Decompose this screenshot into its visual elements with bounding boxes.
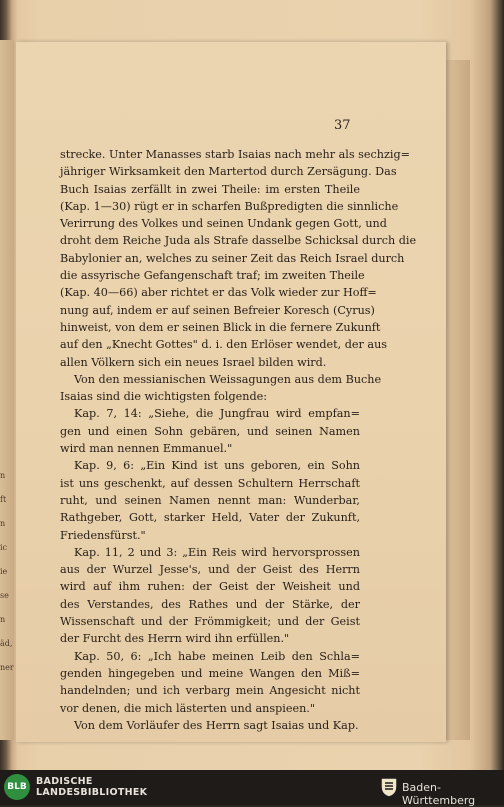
library-name-line-1: BADISCHE [36,776,93,787]
text-line: gen und einen Sohn gebären, und seinen Namen [60,424,360,438]
text-line: Von den messianischen Weissagungen aus dem Buche [74,372,382,386]
text-line: allen Völkern sich ein neues Israel bilden wird. [60,355,327,369]
text-line: Kap. 50, 6: „Ich habe meinen Leib den Schla= [74,649,360,663]
page-stack-edge [446,60,470,740]
text-line: Verirrung des Volkes und seinen Undank gegen Gott, und [60,217,387,231]
coat-of-arms-icon [380,777,398,797]
text-line: strecke. Unter Manasses starb Isaias nach mehr als sechzig= [60,148,411,161]
blb-logo: BLB [4,774,30,800]
footer-bar [0,770,504,805]
page-body-text [60,146,417,734]
text-line: Buch Isaias zerfällt in zwei Theile: im ersten Theile [60,182,360,196]
facing-page-fragment: äd, [0,639,13,648]
text-line: die assyrische Gefangenschaft traf; im zweiten Theile [60,269,365,283]
facing-page-fragment: ic [0,543,8,552]
text-line: Friedensfürst." [60,528,146,542]
text-line: nung auf, indem er auf seinen Befreier Koresch (Cyrus) [60,303,375,317]
text-line: Isaias sind die wichtigsten folgende: [60,390,268,404]
text-line: handelnden; und ich verbarg mein Angesicht nicht [60,684,360,698]
text-line: aus der Wurzel Jesse's, und der Geist des Herrn [60,563,360,577]
library-name-line-2: LANDESBIBLIOTHEK [36,787,148,798]
facing-page-fragment: ft [0,495,7,504]
text-line: wird man nennen Emmanuel." [60,442,233,456]
facing-page-fragments [0,470,13,686]
text-line: (Kap. 40—66) aber richtet er das Volk wieder zur Hoff= [60,286,377,300]
page-number: 37 [334,118,351,133]
text-line: ruht, und seinen Namen nennt man: Wunderbar, [60,493,360,507]
facing-page-fragment: se [0,591,9,600]
text-line: wird auf ihm ruhen: der Geist der Weisheit und [60,580,360,594]
text-line: ist uns geschenkt, auf dessen Schultern Herrschaft [60,476,360,490]
text-line: genden hingegeben und meine Wangen den Miß= [60,666,360,680]
facing-page-fragment: ner [0,663,14,672]
facing-page-fragment: n [0,615,6,624]
text-line: hinweist, von dem er seinen Blick in die fernere Zukunft [60,320,381,334]
text-line: Babylonier an, welches zu seiner Zeit das Reich Israel durch [60,251,405,265]
text-line: des Verstandes, des Rathes und der Stärke, der [60,597,360,611]
library-name [36,776,147,798]
text-line: Kap. 9, 6: „Ein Kind ist uns geboren, ein Sohn [74,459,360,473]
state-name: Baden-Württemberg [402,781,476,807]
facing-page-fragment: n [0,519,6,528]
text-line: Kap. 11, 2 und 3: „Ein Reis wird hervorsprossen [74,545,360,559]
text-line: Kap. 7, 14: „Siehe, die Jungfrau wird empfan= [74,407,360,421]
text-line: Rathgeber, Gott, starker Held, Vater der Zukunft, [60,511,360,525]
text-line: droht dem Reiche Juda als Strafe dasselbe Schicksal durch die [60,234,417,248]
text-line: jähriger Wirksamkeit den Martertod durch Zersägung. Das [60,165,397,179]
text-line: auf den „Knecht Gottes" d. i. den Erlöser wendet, der aus [60,338,388,352]
text-line: Wissenschaft und der Frömmigkeit; und der Geist [60,615,360,629]
text-line: (Kap. 1—30) rügt er in scharfen Bußpredigten die sinnliche [60,199,399,213]
text-line: vor denen, die mich lästerten und anspieen." [60,701,315,715]
text-line: Von dem Vorläufer des Herrn sagt Isaias und Kap. [74,718,359,732]
facing-page-fragment: ie [0,567,8,576]
facing-page-fragment: n [0,471,6,480]
text-line: der Furcht des Herrn wird ihn erfüllen." [60,632,290,646]
